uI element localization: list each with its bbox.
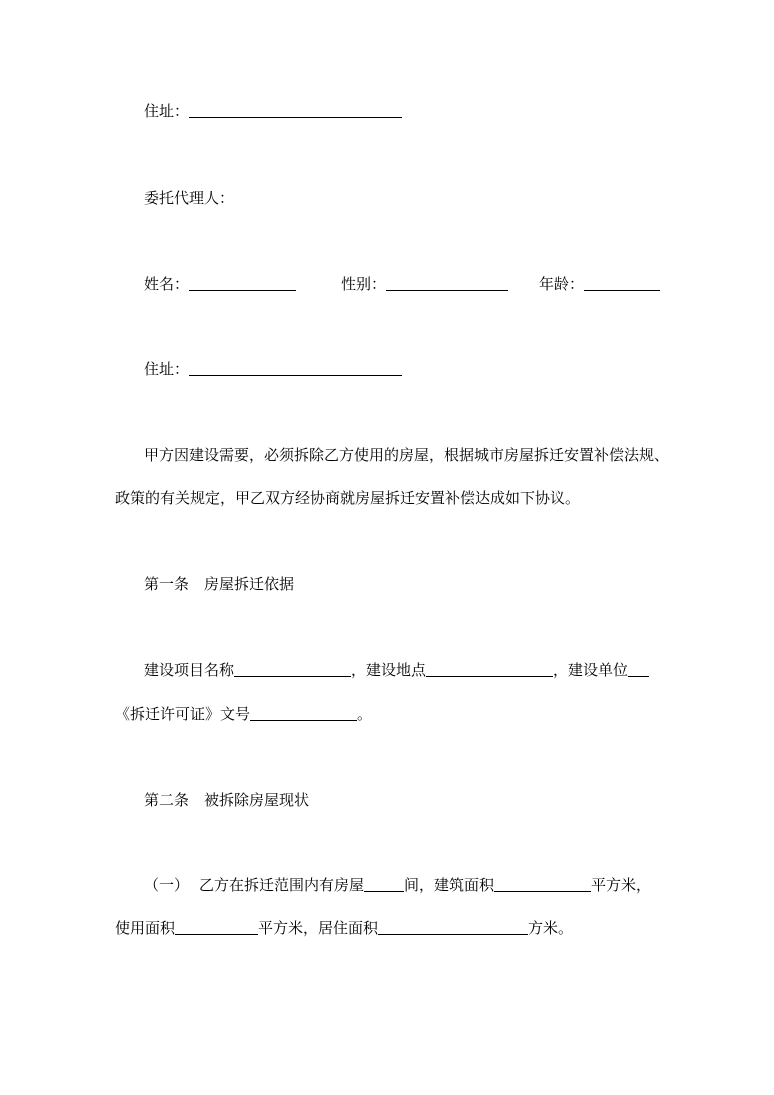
permit-line bbox=[115, 704, 372, 724]
address-label: 住址： bbox=[144, 102, 190, 120]
usage-area-unit: 平方米，居住面积 bbox=[258, 919, 379, 937]
age-field bbox=[539, 274, 660, 294]
intro-line-1: 甲方因建设需要，必须拆除乙方使用的房屋，根据城市房屋拆迁安置补偿法规、 bbox=[144, 446, 670, 464]
address-label-2: 住址： bbox=[144, 360, 190, 378]
area-line bbox=[115, 918, 573, 938]
building-area-blank[interactable] bbox=[494, 890, 591, 892]
address-field-1 bbox=[144, 101, 402, 121]
age-label: 年龄： bbox=[539, 275, 585, 293]
agent-label: 委托代理人： bbox=[144, 189, 235, 207]
project-basis-line bbox=[144, 660, 649, 680]
article-1-title: 第一条 房屋拆迁依据 bbox=[144, 575, 295, 593]
usage-area-label: 使用面积 bbox=[115, 919, 176, 937]
address-field-2 bbox=[144, 359, 402, 379]
name-field bbox=[144, 274, 296, 294]
unit-label: ，建设单位 bbox=[553, 661, 629, 679]
permit-label: 《拆迁许可证》文号 bbox=[115, 705, 251, 723]
project-name-label: 建设项目名称 bbox=[144, 661, 235, 679]
item-1-text-a: 乙方在拆迁范围内有房屋 bbox=[199, 876, 365, 894]
name-label: 姓名： bbox=[144, 275, 190, 293]
gender-field bbox=[341, 274, 508, 294]
address-blank[interactable] bbox=[189, 116, 402, 118]
project-name-blank[interactable] bbox=[234, 675, 351, 677]
address-blank-2[interactable] bbox=[189, 374, 402, 376]
living-area-blank[interactable] bbox=[378, 933, 528, 935]
age-blank[interactable] bbox=[584, 289, 660, 291]
item-1-line bbox=[144, 875, 651, 895]
gender-blank[interactable] bbox=[386, 289, 508, 291]
item-1-prefix: （一） bbox=[144, 876, 190, 894]
unit-blank[interactable] bbox=[628, 675, 649, 677]
permit-blank[interactable] bbox=[250, 719, 357, 721]
usage-area-blank[interactable] bbox=[175, 933, 258, 935]
intro-line-2: 政策的有关规定，甲乙双方经协商就房屋拆迁安置补偿达成如下协议。 bbox=[115, 489, 581, 507]
item-1-text-c: 平方米， bbox=[591, 876, 652, 894]
article-2-title: 第二条 被拆除房屋现状 bbox=[144, 791, 310, 809]
gender-label: 性别： bbox=[341, 275, 387, 293]
living-area-unit: 方米。 bbox=[528, 919, 574, 937]
site-blank[interactable] bbox=[426, 675, 553, 677]
site-label: ，建设地点 bbox=[351, 661, 427, 679]
item-1-text-b: 间，建筑面积 bbox=[404, 876, 495, 894]
permit-end: 。 bbox=[357, 705, 373, 723]
rooms-blank[interactable] bbox=[364, 890, 404, 892]
name-blank[interactable] bbox=[189, 289, 296, 291]
